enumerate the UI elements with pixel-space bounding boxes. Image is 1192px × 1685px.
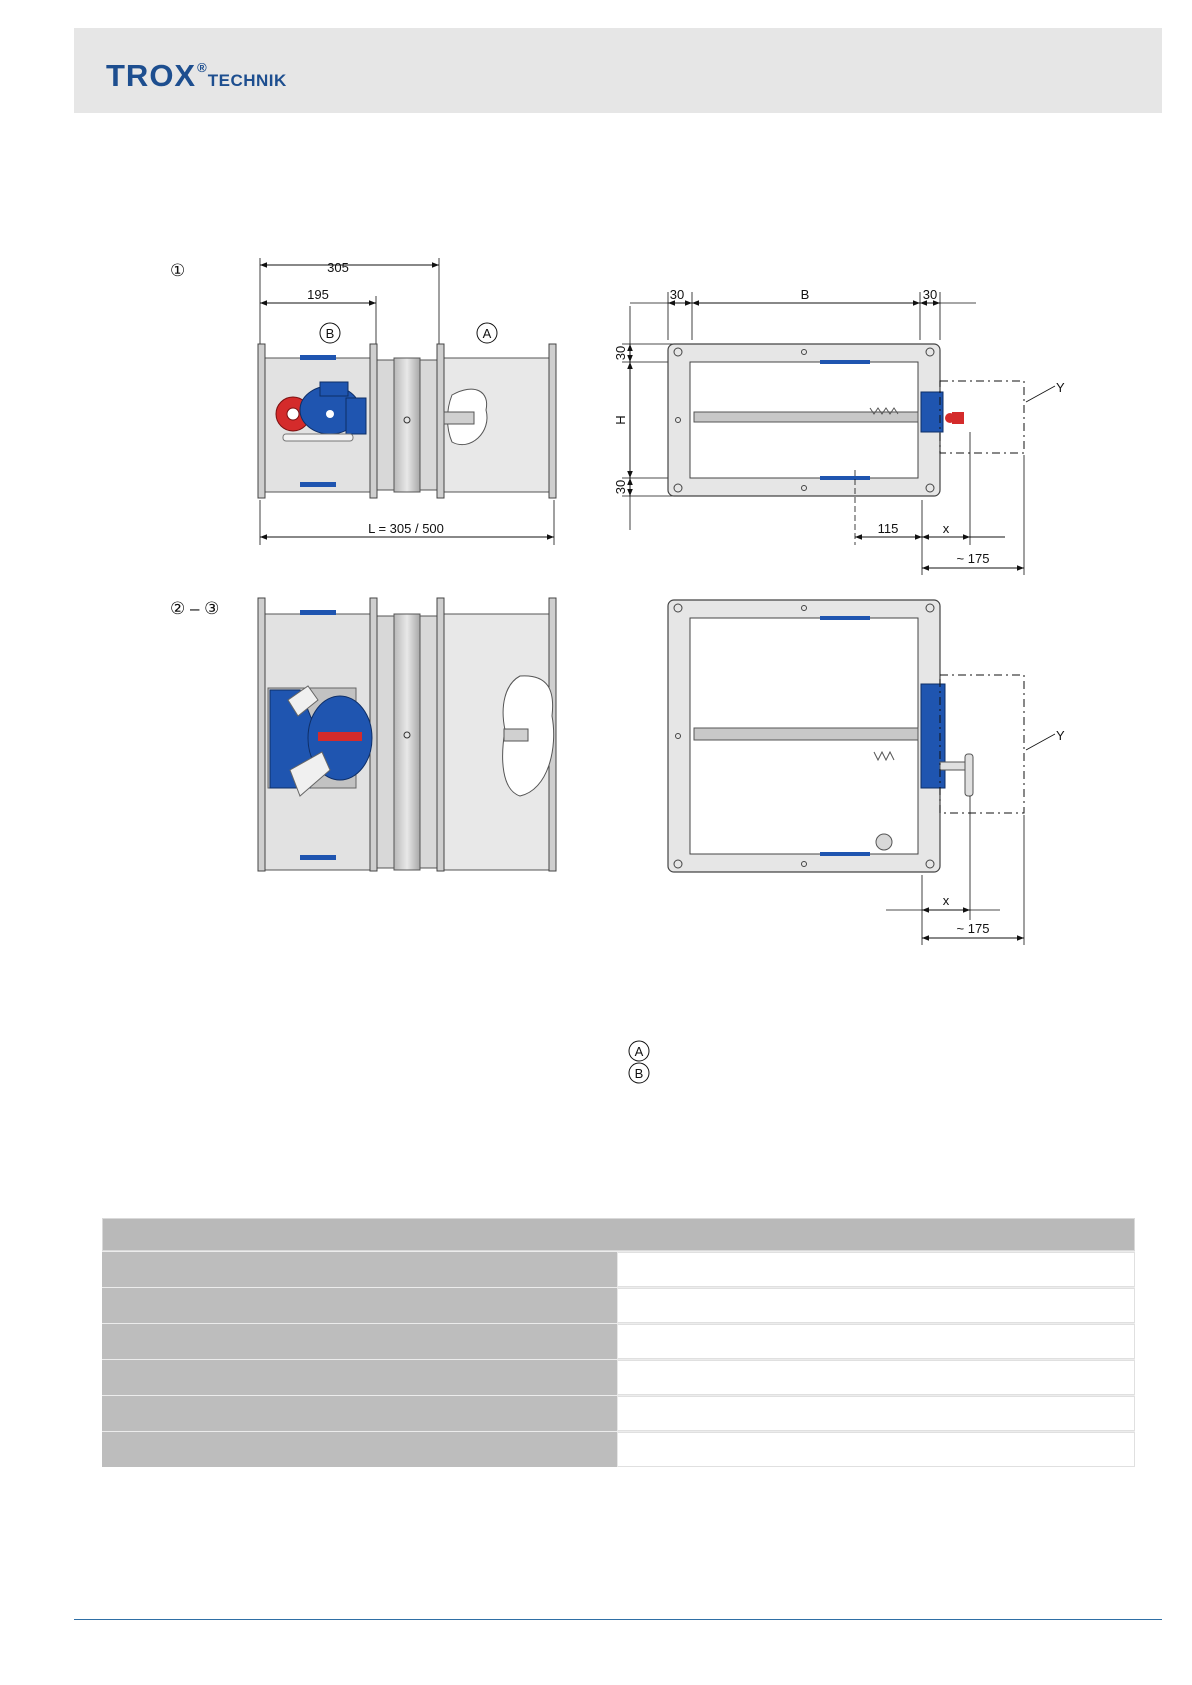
table-header — [102, 1218, 1135, 1251]
logo-sub-text: TECHNIK — [207, 71, 287, 90]
table-cell-value — [618, 1360, 1135, 1395]
dim-305: 305 — [327, 260, 349, 275]
fig23-side-view — [170, 598, 556, 871]
table-cell-label — [102, 1432, 618, 1467]
dim-x-1: x — [942, 521, 950, 536]
dim-30-right: 30 — [922, 287, 938, 302]
table-cell-label — [102, 1360, 618, 1395]
table-row — [102, 1287, 1135, 1323]
legend-a: A — [634, 1044, 644, 1059]
fig23-front-view — [668, 600, 1065, 945]
dim-30-bottom: 30 — [613, 479, 628, 495]
legend-b: B — [634, 1066, 644, 1081]
table-cell-value — [618, 1432, 1135, 1467]
variant-1-label: ① — [170, 261, 186, 280]
dim-30-left: 30 — [669, 287, 685, 302]
table-cell-label — [102, 1396, 618, 1431]
marker-a: A — [482, 326, 492, 341]
footer-rule — [74, 1619, 1162, 1620]
table-row — [102, 1431, 1135, 1467]
table-cell-label — [102, 1252, 618, 1287]
table-cell-value — [618, 1288, 1135, 1323]
variant-2-3-label: ② – ③ — [170, 599, 220, 618]
table-cell-value — [618, 1396, 1135, 1431]
table-cell-value — [618, 1252, 1135, 1287]
table-cell-label — [102, 1288, 618, 1323]
dim-175-2: ~ 175 — [956, 921, 990, 936]
detail-y-1: Y — [1056, 380, 1065, 395]
dim-width-b: B — [800, 287, 810, 302]
spec-table — [102, 1218, 1135, 1467]
table-row — [102, 1251, 1135, 1287]
table-row — [102, 1323, 1135, 1359]
logo-main-text: TROX — [106, 58, 197, 93]
marker-b: B — [325, 326, 335, 341]
dim-115: 115 — [877, 521, 899, 536]
dim-175-1: ~ 175 — [956, 551, 990, 566]
dim-30-top: 30 — [613, 345, 628, 361]
table-cell-value — [618, 1324, 1135, 1359]
logo-registered-mark: ® — [197, 60, 207, 75]
fig1-side-view — [170, 258, 556, 545]
table-row — [102, 1359, 1135, 1395]
dim-height-h: H — [613, 415, 628, 425]
legend — [629, 1041, 649, 1083]
dim-x-2: x — [942, 893, 950, 908]
table-cell-label — [102, 1324, 618, 1359]
dim-195: 195 — [307, 287, 329, 302]
table-row — [102, 1395, 1135, 1431]
dim-length: L = 305 / 500 — [368, 521, 444, 536]
detail-y-2: Y — [1056, 728, 1065, 743]
fig1-front-view — [613, 287, 1065, 575]
